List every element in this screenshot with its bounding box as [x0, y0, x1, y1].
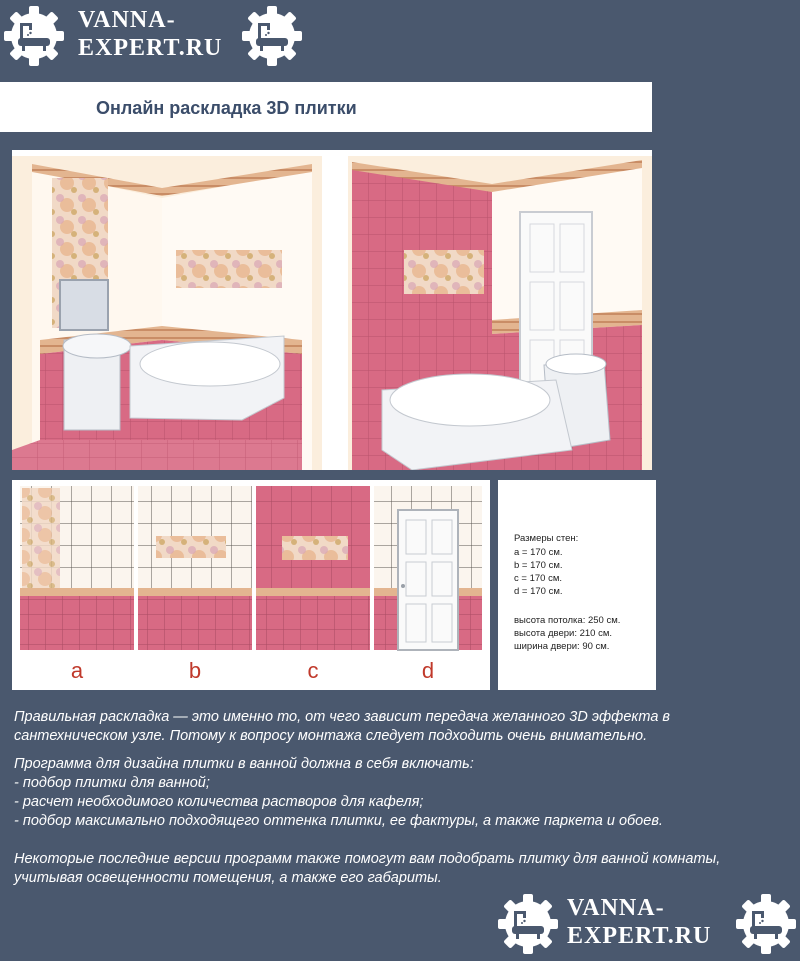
paragraph-program-intro: Программа для дизайна плитки в ванной должна в себя включать: — [14, 756, 474, 772]
door-width: ширина двери: 90 см. — [514, 641, 610, 652]
wall-b-drawing — [138, 486, 252, 650]
article-text — [14, 708, 784, 888]
footer-gear-left-icon — [496, 892, 560, 961]
wall-c-drawing — [256, 486, 370, 650]
wall-a-drawing — [20, 486, 134, 650]
list-item: - подбор плитки для ванной; — [14, 775, 210, 791]
door-height: высота двери: 210 см. — [514, 628, 613, 639]
wall-sizes-panel — [498, 480, 656, 690]
header-gear-right-icon — [240, 4, 304, 73]
paragraph-intro: Правильная раскладка — это именно то, от чего зависит передача желанного 3D эффекта в сантехническом узле. Потому к вопросу монтажа следует подходить очень внимательно. — [14, 709, 671, 744]
render-panel — [12, 150, 652, 470]
footer-logo-line2: EXPERT.RU — [567, 923, 712, 949]
wall-label-a: a — [70, 658, 84, 683]
wall-label-c: c — [307, 658, 319, 683]
size-b: b = 170 см. — [514, 560, 563, 571]
list-item: - расчет необходимого количества растворов для кафеля; — [14, 794, 424, 810]
wall-d-drawing — [374, 486, 482, 650]
header-logo-line2: EXPERT.RU — [78, 35, 223, 61]
render-left-room — [12, 156, 322, 470]
paragraph-closing: Некоторые последние версии программ также помогут вам подобрать плитку для ванной комнаты, учитывая освещенности помещения, а также его габариты. — [14, 851, 721, 886]
size-a: a = 170 см. — [514, 547, 563, 558]
list-item: - подбор максимально подходящего оттенка плитки, ее фактуры, а также паркета и обоев. — [14, 813, 663, 829]
render-right-room — [348, 156, 652, 470]
page-title: Онлайн раскладка 3D плитки — [96, 98, 357, 118]
wall-label-b: b — [188, 658, 202, 683]
footer-logo-line1: VANNA- — [567, 895, 665, 921]
size-c: c = 170 см. — [514, 573, 562, 584]
render-3d-image — [12, 150, 652, 470]
header-logo-line1: VANNA- — [78, 7, 176, 33]
size-d: d = 170 см. — [514, 586, 563, 597]
title-bar — [0, 82, 652, 132]
ceiling-height: высота потолка: 250 см. — [514, 615, 621, 626]
header-gear-left-icon — [2, 4, 66, 73]
footer-gear-right-icon — [734, 892, 798, 961]
walls-layout-panel — [12, 480, 490, 690]
wall-label-d: d — [421, 658, 435, 683]
sizes-heading: Размеры стен: — [514, 533, 579, 544]
